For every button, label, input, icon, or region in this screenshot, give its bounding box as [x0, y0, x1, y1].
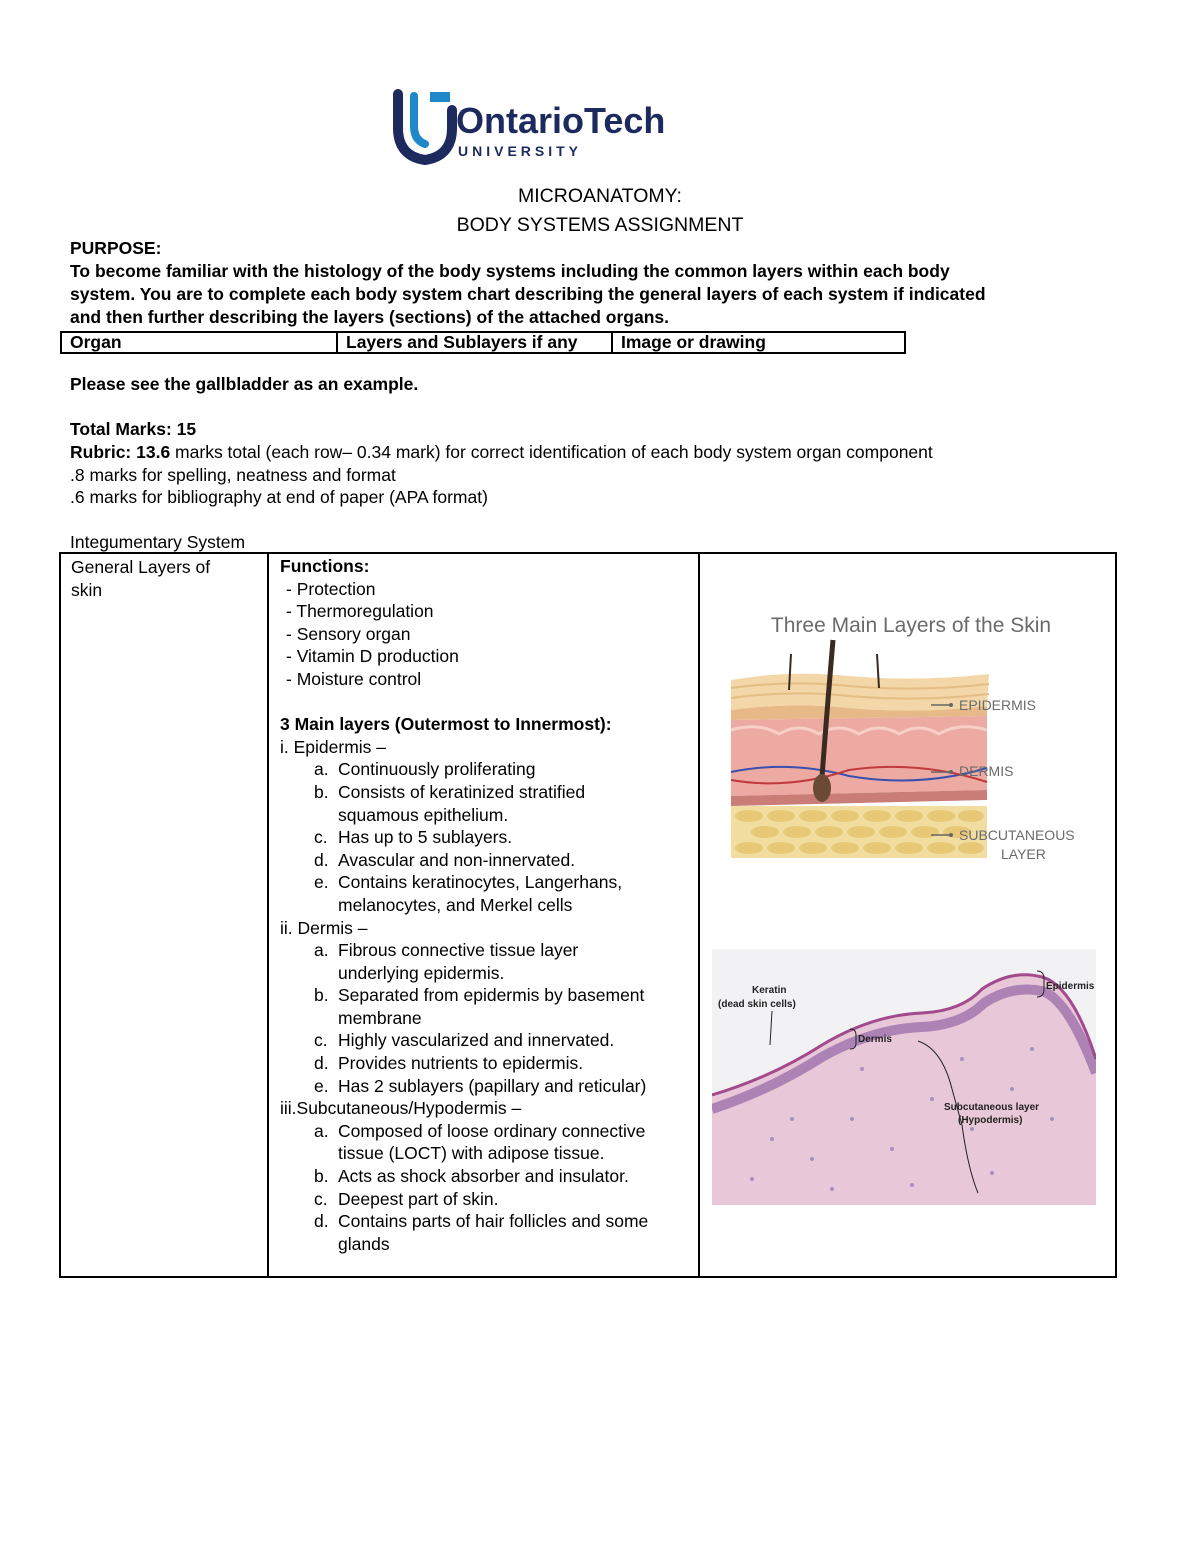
rubric-rest: marks total (each row– 0.34 mark) for correct identification of each body system organ component [170, 442, 933, 462]
diagram-label-layer: LAYER [1001, 846, 1046, 862]
total-marks: Total Marks: 15 [70, 419, 197, 439]
list-letter: c. [314, 1188, 328, 1209]
diagram-title: Three Main Layers of the Skin [770, 614, 1052, 637]
list-text: - Moisture control [286, 668, 422, 689]
layer-item [280, 1210, 700, 1233]
list-text: 3 Main layers (Outermost to Innermost): [280, 714, 612, 735]
list-text: Has up to 5 sublayers. [338, 827, 513, 848]
list-text: membrane [338, 1007, 422, 1028]
diagram-label-epidermis: EPIDERMIS [959, 697, 1037, 713]
list-letter: d. [314, 1053, 329, 1074]
layer-item [280, 984, 700, 1007]
list-letter: a. [314, 1120, 329, 1141]
histo-label-dermis: Dermis [858, 1034, 892, 1045]
rubric-line-2: .8 marks for spelling, neatness and format [70, 465, 396, 485]
section-title: Integumentary System [70, 532, 246, 552]
functions-heading [280, 555, 700, 578]
list-text: melanocytes, and Merkel cells [338, 894, 573, 915]
list-letter: b. [314, 1166, 329, 1187]
list-text: underlying epidermis. [338, 962, 505, 983]
header-organ: Organ [61, 332, 337, 353]
column-divider [267, 554, 269, 1276]
rubric-label: Rubric: 13.6 [70, 442, 171, 462]
layer-item [280, 1165, 700, 1188]
layer-item [280, 1188, 700, 1211]
rubric-line-1 [70, 442, 933, 463]
list-text: - Protection [286, 578, 376, 599]
list-text: Has 2 sublayers (papillary and reticular) [338, 1075, 647, 1096]
layer-heading [280, 917, 700, 940]
layer-item-continued [280, 1007, 700, 1030]
list-text: ii. Dermis – [280, 917, 368, 938]
list-text: - Vitamin D production [286, 646, 459, 667]
list-letter: a. [314, 940, 329, 961]
histo-label-epidermis: Epidermis [1046, 981, 1095, 992]
histo-label-keratin-sub: (dead skin cells) [718, 999, 796, 1010]
list-text: Separated from epidermis by basement [338, 985, 645, 1006]
function-item [280, 668, 700, 691]
list-letter: d. [314, 849, 329, 870]
list-text: i. Epidermis – [280, 736, 387, 757]
diagram-label-subcutaneous: SUBCUTANEOUS [959, 827, 1075, 843]
layer-item [280, 758, 700, 781]
example-note: Please see the gallbladder as an example. [70, 374, 419, 394]
histo-label-hypodermis: (Hypodermis) [958, 1115, 1023, 1126]
list-letter: d. [314, 1211, 329, 1232]
list-text: - Sensory organ [286, 623, 411, 644]
list-text: glands [338, 1233, 390, 1254]
list-letter: e. [314, 872, 329, 893]
header-layers: Layers and Sublayers if any [337, 332, 612, 353]
list-text: Highly vascularized and innervated. [338, 1030, 615, 1051]
layers-cell [280, 555, 700, 1255]
layer-item [280, 826, 700, 849]
diagram-label-dermis: DERMIS [959, 763, 1014, 779]
layer-item [280, 781, 700, 804]
histo-label-subcutaneous: Subcutaneous layer [944, 1102, 1040, 1113]
layer-item [280, 849, 700, 872]
layer-heading [280, 1097, 700, 1120]
layer-item [280, 939, 700, 962]
list-text: Composed of loose ordinary connective [338, 1120, 646, 1141]
purpose-line-2: system. You are to complete each body system chart describing the general layers of each system if indicated [70, 284, 986, 304]
list-text: Contains keratinocytes, Langerhans, [338, 872, 623, 893]
university-logo [392, 88, 682, 166]
skin-histology-image [712, 949, 1096, 1205]
skin-layers-diagram [729, 610, 1099, 872]
function-item [280, 600, 700, 623]
list-letter: e. [314, 1075, 329, 1096]
layers-heading [280, 713, 700, 736]
purpose-line-3: and then further describing the layers (sections) of the attached organs. [70, 307, 669, 327]
spacer [280, 691, 700, 714]
list-letter: c. [314, 827, 328, 848]
layer-heading [280, 736, 700, 759]
list-text: Continuously proliferating [338, 759, 536, 780]
rubric-line-3: .6 marks for bibliography at end of paper (APA format) [70, 487, 488, 507]
purpose-line-1: To become familiar with the histology of the body systems including the common layers within each body [70, 261, 950, 281]
function-item [280, 578, 700, 601]
layer-item [280, 1029, 700, 1052]
layer-item-continued [280, 894, 700, 917]
list-text: Deepest part of skin. [338, 1188, 499, 1209]
list-text: Fibrous connective tissue layer [338, 940, 579, 961]
layer-item [280, 1075, 700, 1098]
title-line-2: BODY SYSTEMS ASSIGNMENT [456, 214, 744, 236]
list-letter: a. [314, 759, 329, 780]
list-letter: c. [314, 1030, 328, 1051]
layer-item-continued [280, 1233, 700, 1256]
histo-label-keratin: Keratin [752, 985, 787, 996]
header-table [60, 331, 906, 354]
layer-item-continued [280, 1142, 700, 1165]
list-letter: b. [314, 781, 329, 802]
organ-line: General Layers of [71, 557, 211, 577]
list-text: Functions: [280, 556, 370, 576]
list-text: Contains parts of hair follicles and some [338, 1211, 649, 1232]
list-text: Acts as shock absorber and insulator. [338, 1166, 629, 1187]
logo-shield-icon [398, 94, 452, 160]
layer-item-continued [280, 804, 700, 827]
list-text: Provides nutrients to epidermis. [338, 1053, 584, 1074]
purpose-heading: PURPOSE: [70, 238, 162, 258]
list-text: - Thermoregulation [286, 601, 434, 622]
layer-item [280, 1052, 700, 1075]
function-item [280, 645, 700, 668]
organ-cell [71, 556, 261, 601]
logo-name: OntarioTech [456, 100, 666, 141]
list-letter: b. [314, 985, 329, 1006]
title-line-1: MICROANATOMY: [518, 185, 682, 207]
header-image: Image or drawing [612, 332, 905, 353]
list-text: tissue (LOCT) with adipose tissue. [338, 1143, 605, 1164]
layer-item [280, 1120, 700, 1143]
list-text: Consists of keratinized stratified [338, 781, 586, 802]
function-item [280, 623, 700, 646]
list-text: iii.Subcutaneous/Hypodermis – [280, 1098, 522, 1119]
organ-line: skin [71, 579, 103, 600]
list-text: Avascular and non-innervated. [338, 849, 576, 870]
layer-item [280, 871, 700, 894]
logo-sub: UNIVERSITY [458, 143, 583, 159]
list-text: squamous epithelium. [338, 804, 509, 825]
layer-item-continued [280, 962, 700, 985]
